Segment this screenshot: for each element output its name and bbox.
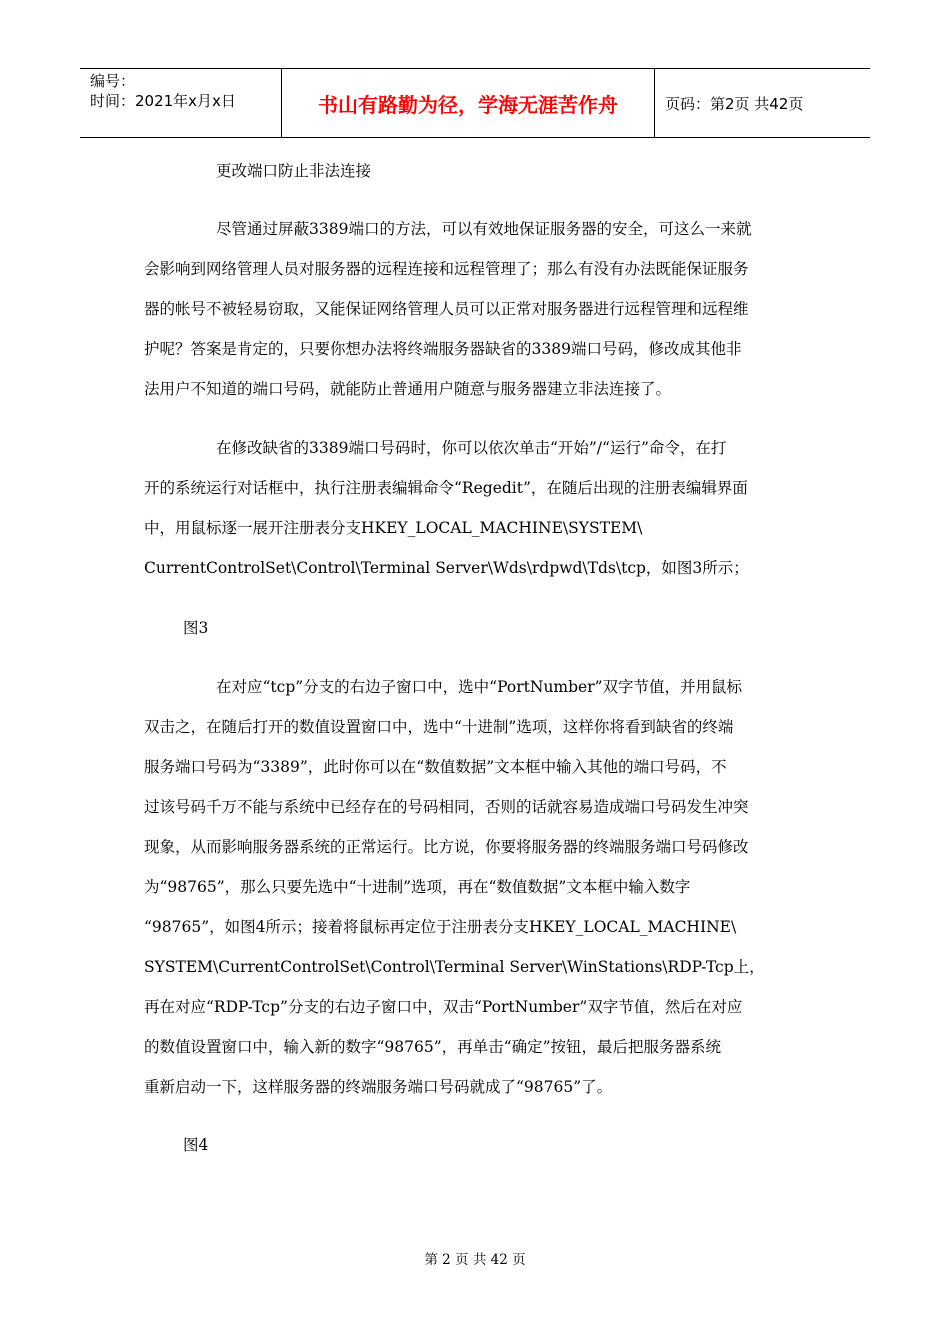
header-table	[80, 68, 870, 138]
document-number-label: 编号：	[90, 72, 136, 90]
header-motto: 书山有路勤为径，学海无涯苦作舟	[318, 92, 618, 117]
paragraph-line: 在修改缺省的3389端口号码时，你可以依次单击“开始”/“运行”命令，在打	[216, 439, 727, 457]
paragraph-1	[144, 209, 806, 409]
paragraph-line: 再在对应“RDP-Tcp”分支的右边子窗口中，双击“PortNumber”双字节值，然后在对应	[144, 998, 743, 1016]
paragraph-line: 重新启动一下，这样服务器的终端服务端口号码就成了“98765”了。	[144, 1078, 613, 1096]
page-footer: 第 2 页 共 42 页	[424, 1252, 526, 1268]
paragraph-line: 器的帐号不被轻易窃取，又能保证网络管理人员可以正常对服务器进行远程管理和远程维	[144, 300, 749, 318]
header-page-cell	[655, 69, 870, 137]
paragraph-line: 尽管通过屏蔽3389端口的方法，可以有效地保证服务器的安全，可这么一来就	[216, 220, 752, 238]
paragraph-line: CurrentControlSet\Control\Terminal Server\Wds\rdpwd\Tds\tcp，如图3所示；	[144, 559, 749, 577]
paragraph-2	[144, 428, 806, 588]
figure-4-caption: 图4	[183, 1136, 209, 1154]
paragraph-line: 中，用鼠标逐一展开注册表分支HKEY_LOCAL_MACHINE\SYSTEM\	[144, 519, 643, 537]
paragraph-line: 在对应“tcp”分支的右边子窗口中，选中“PortNumber”双字节值，并用鼠标	[216, 678, 743, 696]
paragraph-line: 护呢？答案是肯定的，只要你想办法将终端服务器缺省的3389端口号码，修改成其他非	[144, 340, 742, 358]
paragraph-line: 会影响到网络管理人员对服务器的远程连接和远程管理了；那么有没有办法既能保证服务	[144, 260, 749, 278]
paragraph-3	[144, 667, 806, 1107]
header-meta-cell	[80, 69, 282, 137]
paragraph-line: 现象，从而影响服务器系统的正常运行。比方说，你要将服务器的终端服务端口号码修改	[144, 838, 749, 856]
paragraph-line: 为“98765”，那么只要先选中“十进制”选项，再在“数值数据”文本框中输入数字	[144, 878, 691, 896]
paragraph-line: 双击之，在随后打开的数值设置窗口中，选中“十进制”选项，这样你将看到缺省的终端	[144, 718, 734, 736]
document-date-label: 时间：2021年x月x日	[90, 92, 236, 110]
paragraph-line: 过该号码千万不能与系统中已经存在的号码相同，否则的话就容易造成端口号码发生冲突	[144, 798, 749, 816]
header-page-number: 页码：第2页 共42页	[665, 94, 804, 113]
figure-3-caption: 图3	[183, 619, 209, 637]
paragraph-line: 的数值设置窗口中，输入新的数字“98765”，再单击“确定”按钮，最后把服务器系统	[144, 1038, 722, 1056]
paragraph-line: “98765”，如图4所示；接着将鼠标再定位于注册表分支HKEY_LOCAL_MACHINE\	[144, 918, 737, 936]
section-title: 更改端口防止非法连接	[216, 162, 372, 180]
header-motto-cell	[282, 69, 655, 137]
paragraph-line: 服务端口号码为“3389”，此时你可以在“数值数据”文本框中输入其他的端口号码，不	[144, 758, 727, 776]
paragraph-line: 开的系统运行对话框中，执行注册表编辑命令“Regedit”，在随后出现的注册表编辑界面	[144, 479, 748, 497]
paragraph-line: SYSTEM\CurrentControlSet\Control\Terminal Server\WinStations\RDP-Tcp上，	[144, 958, 765, 976]
paragraph-line: 法用户不知道的端口号码，就能防止普通用户随意与服务器建立非法连接了。	[144, 380, 672, 398]
